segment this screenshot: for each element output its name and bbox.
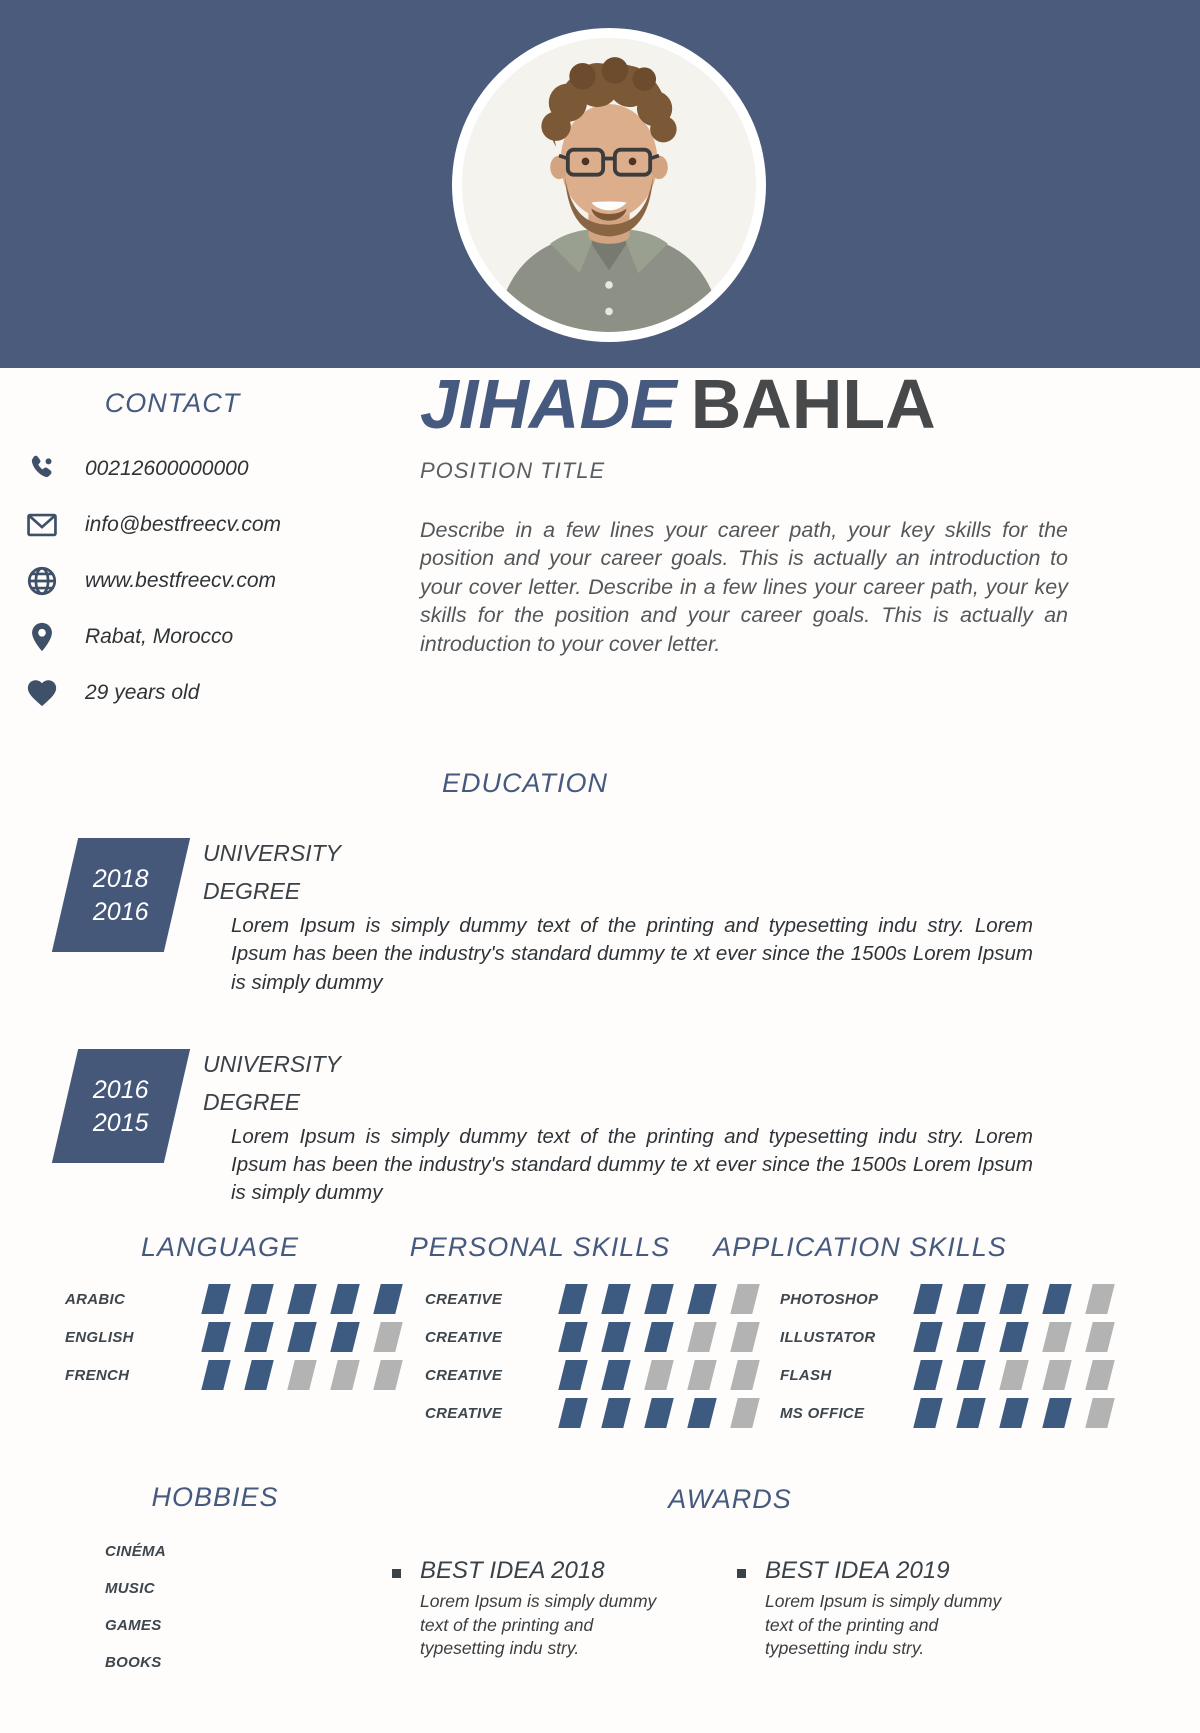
education-school: UNIVERSITY: [203, 1050, 342, 1077]
skill-level-blocks: [562, 1360, 756, 1390]
skill-block-filled: [1042, 1284, 1071, 1314]
full-name: [420, 365, 1080, 443]
skill-row: [780, 1284, 1111, 1314]
award-bullet-icon: [392, 1569, 401, 1578]
skill-label: FRENCH: [65, 1366, 130, 1384]
contact-list: [0, 441, 345, 721]
contact-section: [0, 388, 345, 721]
hobby-item: CINÉMA: [105, 1543, 166, 1560]
education-years: [93, 1073, 149, 1138]
skill-level-blocks: [205, 1284, 399, 1314]
education-section: [65, 838, 1075, 1260]
profile-photo-frame: [452, 28, 766, 342]
skill-block-empty: [687, 1360, 716, 1390]
contact-item-text: Rabat, Morocco: [85, 625, 234, 648]
skill-label: CREATIVE: [425, 1290, 503, 1308]
skill-label: CREATIVE: [425, 1328, 503, 1346]
skill-block-empty: [1085, 1322, 1114, 1352]
skill-block-empty: [1085, 1284, 1114, 1314]
education-degree: DEGREE: [203, 1088, 301, 1115]
skill-label: FLASH: [780, 1366, 832, 1384]
personal-skill-list: [425, 1284, 756, 1436]
awards-heading: AWARDS: [668, 1484, 792, 1514]
skill-block-empty: [730, 1398, 759, 1428]
award-item: [392, 1557, 737, 1661]
skill-block-filled: [201, 1322, 230, 1352]
skill-block-filled: [999, 1322, 1028, 1352]
education-year: 2016: [93, 1075, 149, 1104]
skill-block-filled: [244, 1360, 273, 1390]
contact-item-text: www.bestfreecv.com: [85, 569, 276, 592]
skill-block-filled: [558, 1398, 587, 1428]
education-school: UNIVERSITY: [203, 840, 342, 866]
skill-row: [780, 1398, 1111, 1428]
education-description: Lorem Ipsum is simply dummy text of the printing and typesetting indu stry. Lorem Ipsum has been the industry's standard dummy te xt ever since the 1500s Lorem Ipsum is simply dummy: [231, 1124, 1033, 1205]
skill-block-filled: [558, 1284, 587, 1314]
skill-block-filled: [687, 1284, 716, 1314]
education-description: Lorem Ipsum is simply dummy text of the printing and typesetting indu stry. Lorem Ipsum has been the industry's standard dummy te xt ever since the 1500s Lorem Ipsum is simply dummy: [231, 914, 1033, 994]
skill-block-filled: [287, 1284, 316, 1314]
skill-block-filled: [373, 1284, 402, 1314]
skill-block-empty: [730, 1284, 759, 1314]
skill-label: CREATIVE: [425, 1404, 503, 1422]
skill-block-empty: [1042, 1360, 1071, 1390]
skill-block-empty: [999, 1360, 1028, 1390]
education-year: 2015: [93, 1107, 149, 1136]
award-title: BEST IDEA 2019: [765, 1557, 950, 1584]
education-heading: EDUCATION: [441, 768, 608, 798]
contact-item: [0, 553, 345, 609]
skill-level-blocks: [917, 1398, 1111, 1428]
contact-item: [0, 665, 345, 721]
skill-block-empty: [687, 1322, 716, 1352]
skill-row: [425, 1398, 756, 1428]
hobby-list: [60, 1543, 370, 1671]
skill-level-blocks: [917, 1360, 1111, 1390]
location-icon: [25, 619, 67, 655]
awards-section: [380, 1484, 1080, 1661]
portrait-illustration: [462, 38, 756, 332]
hobby-item: GAMES: [105, 1617, 162, 1634]
skill-level-blocks: [205, 1322, 399, 1352]
skill-block-filled: [558, 1360, 587, 1390]
skill-block-filled: [201, 1360, 230, 1390]
award-description: Lorem Ipsum is simply dummy text of the printing and typesetting indu stry.: [765, 1591, 1002, 1659]
skill-level-blocks: [205, 1360, 399, 1390]
mail-icon: [25, 507, 67, 543]
skill-level-blocks: [562, 1284, 756, 1314]
skill-block-filled: [956, 1322, 985, 1352]
education-year: 2018: [93, 864, 149, 893]
profile-photo: [462, 38, 756, 332]
skill-block-filled: [287, 1322, 316, 1352]
skill-block-filled: [913, 1398, 942, 1428]
skill-block-filled: [913, 1360, 942, 1390]
award-title: BEST IDEA 2018: [420, 1557, 605, 1584]
skill-block-filled: [601, 1360, 630, 1390]
skill-block-filled: [956, 1398, 985, 1428]
contact-item-text: 29 years old: [85, 681, 200, 704]
education-years-badge: [52, 838, 190, 952]
skill-block-filled: [913, 1284, 942, 1314]
skill-block-empty: [1042, 1322, 1071, 1352]
skill-block-filled: [687, 1398, 716, 1428]
education-years: [93, 863, 149, 928]
skill-block-filled: [644, 1398, 673, 1428]
position-title: POSITION TITLE: [420, 457, 606, 483]
skill-level-blocks: [562, 1398, 756, 1428]
skill-row: [65, 1284, 399, 1314]
skill-block-filled: [956, 1360, 985, 1390]
education-entry-body: [203, 838, 1033, 997]
contact-heading: CONTACT: [104, 388, 241, 418]
skill-block-filled: [913, 1322, 942, 1352]
skill-label: ENGLISH: [65, 1328, 134, 1346]
skill-block-filled: [244, 1284, 273, 1314]
skill-block-filled: [999, 1398, 1028, 1428]
skill-block-empty: [644, 1360, 673, 1390]
skill-label: ILLUSTATOR: [780, 1328, 876, 1346]
skills-section: [0, 1232, 1200, 1462]
skill-label: PHOTOSHOP: [780, 1290, 879, 1308]
skill-label: CREATIVE: [425, 1366, 503, 1384]
skill-block-empty: [287, 1360, 316, 1390]
hobby-item: MUSIC: [105, 1580, 155, 1597]
application-skills-heading: APPLICATION SKILLS: [713, 1232, 1007, 1262]
hobby-item: BOOKS: [105, 1654, 162, 1671]
identity-section: [420, 365, 1080, 658]
contact-item: [0, 441, 345, 497]
skill-level-blocks: [562, 1322, 756, 1352]
education-year: 2016: [93, 897, 149, 925]
skill-block-filled: [330, 1322, 359, 1352]
skill-block-empty: [373, 1360, 402, 1390]
skill-label: ARABIC: [65, 1290, 126, 1308]
award-item: [737, 1557, 1082, 1661]
education-degree: DEGREE: [203, 878, 301, 904]
heart-icon: [25, 675, 67, 711]
skill-block-filled: [999, 1284, 1028, 1314]
skill-block-filled: [601, 1322, 630, 1352]
skill-block-empty: [730, 1360, 759, 1390]
skill-block-filled: [558, 1322, 587, 1352]
profile-summary: Describe in a few lines your career path, your key skills for the position and your career goals. This is actually an introduction to your cover letter. Describe in a few lines your career path, your key skills for the position and your career goals. This is actually an introduction to your cover letter.: [420, 517, 1068, 656]
skill-block-empty: [330, 1360, 359, 1390]
skill-label: MS OFFICE: [780, 1404, 865, 1422]
award-list: [380, 1557, 1080, 1661]
skill-block-empty: [373, 1322, 402, 1352]
skill-block-filled: [244, 1322, 273, 1352]
skill-block-empty: [730, 1322, 759, 1352]
skill-row: [65, 1322, 399, 1352]
award-bullet-icon: [737, 1569, 746, 1578]
language-heading: LANGUAGE: [140, 1232, 300, 1262]
contact-item-text: 00212600000000: [85, 457, 249, 480]
contact-item-text: info@bestfreecv.com: [85, 513, 282, 536]
last-name: BAHLA: [690, 365, 936, 443]
skill-row: [780, 1322, 1111, 1352]
skill-level-blocks: [917, 1322, 1111, 1352]
language-skill-list: [65, 1284, 399, 1398]
globe-icon: [25, 563, 67, 599]
personal-skills-heading: PERSONAL SKILLS: [409, 1232, 671, 1262]
skill-row: [425, 1360, 756, 1390]
skill-row: [65, 1360, 399, 1390]
skill-block-filled: [601, 1398, 630, 1428]
first-name: JIHADE: [420, 365, 677, 443]
skill-block-filled: [644, 1322, 673, 1352]
education-years-badge: [52, 1049, 190, 1163]
award-description: Lorem Ipsum is simply dummy text of the printing and typesetting indu stry.: [420, 1591, 657, 1659]
contact-item: [0, 497, 345, 553]
education-entry: [65, 838, 1075, 997]
award-content: [765, 1557, 1017, 1661]
skill-block-filled: [956, 1284, 985, 1314]
skill-row: [425, 1322, 756, 1352]
skill-block-filled: [201, 1284, 230, 1314]
skill-block-filled: [1042, 1398, 1071, 1428]
skill-level-blocks: [917, 1284, 1111, 1314]
skill-row: [780, 1360, 1111, 1390]
education-entry: [65, 1049, 1075, 1208]
skill-block-empty: [1085, 1398, 1114, 1428]
phone-icon: [25, 451, 67, 487]
skill-block-filled: [330, 1284, 359, 1314]
skill-row: [425, 1284, 756, 1314]
skill-block-empty: [1085, 1360, 1114, 1390]
education-entry-body: [203, 1049, 1033, 1208]
skill-block-filled: [644, 1284, 673, 1314]
skill-block-filled: [601, 1284, 630, 1314]
application-skill-list: [780, 1284, 1111, 1436]
hobbies-heading: HOBBIES: [151, 1482, 279, 1512]
contact-item: [0, 609, 345, 665]
award-content: [420, 1557, 672, 1661]
hobbies-section: [60, 1482, 370, 1691]
